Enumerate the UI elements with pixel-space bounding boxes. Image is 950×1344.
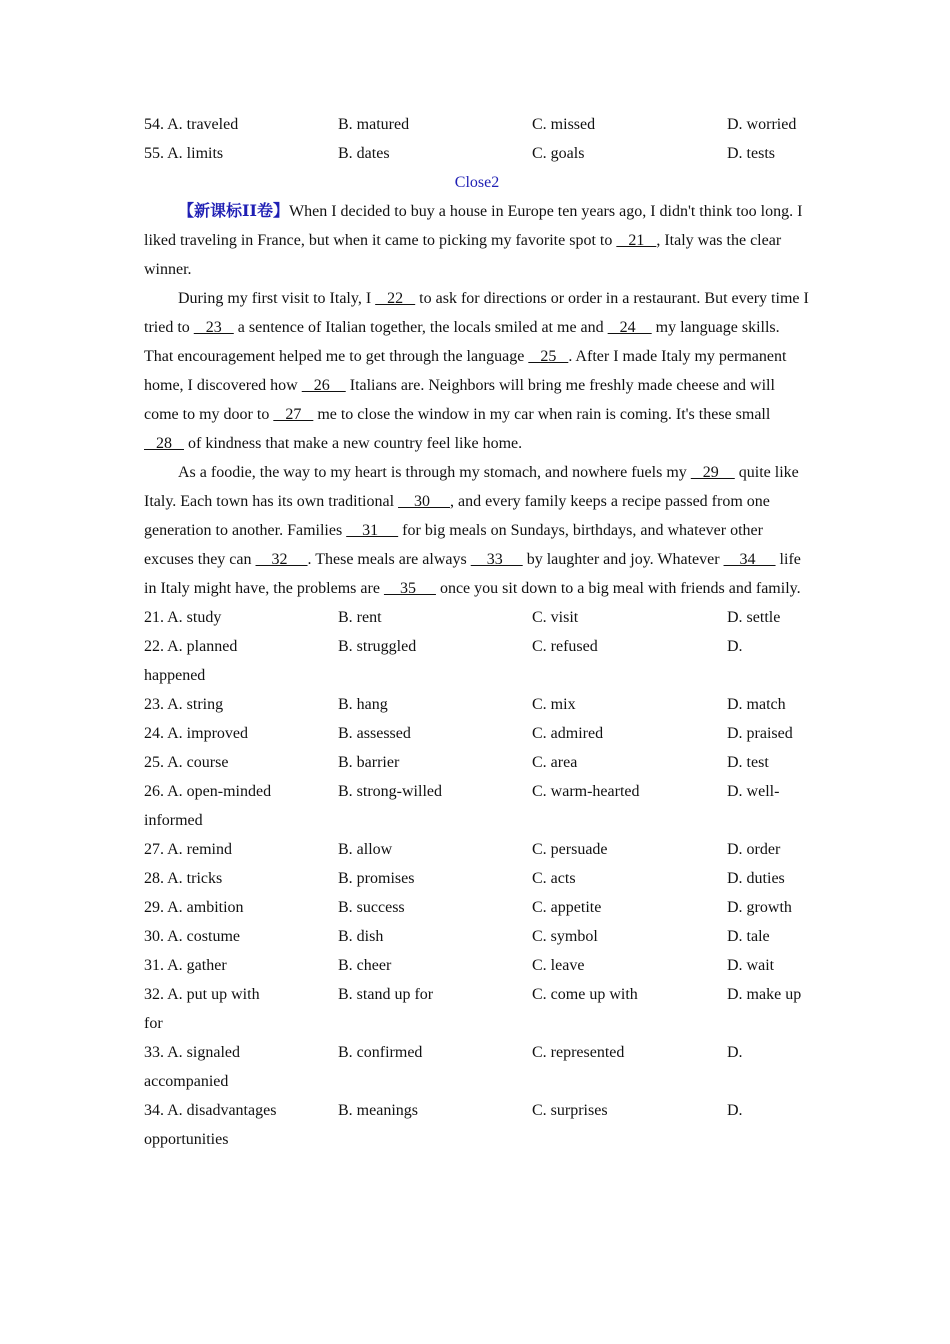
passage-text: a sentence of Italian together, the locals smiled at me and — [233, 319, 608, 336]
option-a: 55. A. limits — [144, 145, 224, 162]
option-b: B. assessed — [338, 725, 411, 742]
document-page — [144, 110, 810, 1154]
option-d: D. well- — [727, 783, 780, 800]
passage-text: quite like Italy. Each town has its own traditional — [144, 464, 799, 510]
passage-text: Italians are. Neighbors will bring me freshly made cheese and will come to my door to — [144, 377, 775, 423]
option-d: D. praised — [727, 725, 793, 742]
option-c: C. area — [532, 754, 578, 771]
option-c: C. missed — [532, 116, 596, 133]
blank-23: 23 — [193, 319, 234, 336]
blank-31: 31 — [346, 522, 399, 539]
blank-34: 34 — [723, 551, 776, 568]
option-d: D. worried — [727, 116, 797, 133]
section-title: Close2 — [454, 174, 500, 191]
option-d: D. order — [727, 841, 781, 858]
passage-text: During my first visit to Italy, I — [178, 290, 376, 307]
option-d-continued: for — [144, 1015, 163, 1032]
option-d: D. match — [727, 696, 786, 713]
question-list — [144, 603, 810, 1154]
question-29 — [144, 893, 810, 922]
question-21 — [144, 603, 810, 632]
question-32 — [144, 980, 810, 1038]
option-d-continued: happened — [144, 667, 206, 684]
option-c: C. symbol — [532, 928, 598, 945]
option-d: D. make up — [727, 986, 802, 1003]
option-b: B. cheer — [338, 957, 392, 974]
blank-22: 22 — [375, 290, 416, 307]
option-c: C. surprises — [532, 1102, 608, 1119]
question-28 — [144, 864, 810, 893]
blank-29: 29 — [690, 464, 735, 481]
option-b: B. dish — [338, 928, 384, 945]
source-tag: 【新课标ⅠⅠ卷】 — [178, 203, 289, 220]
option-b: B. stand up for — [338, 986, 434, 1003]
question-30 — [144, 922, 810, 951]
option-c: C. come up with — [532, 986, 638, 1003]
option-b: B. struggled — [338, 638, 417, 655]
passage-text: by laughter and joy. Whatever — [522, 551, 724, 568]
passage-text: . After I made Italy my permanent home, I discovered how — [144, 348, 787, 394]
option-d: D. duties — [727, 870, 785, 887]
option-c: C. persuade — [532, 841, 608, 858]
option-b: B. hang — [338, 696, 388, 713]
option-c: C. represented — [532, 1044, 625, 1061]
blank-24: 24 — [607, 319, 652, 336]
question-55 — [144, 139, 810, 168]
blank-26: 26 — [301, 377, 346, 394]
option-d-continued: informed — [144, 812, 203, 829]
passage-paragraph-3 — [144, 458, 810, 603]
blank-21: 21 — [616, 232, 657, 249]
option-a: 33. A. signaled — [144, 1044, 240, 1061]
option-a: 27. A. remind — [144, 841, 232, 858]
option-b: B. success — [338, 899, 405, 916]
option-a: 24. A. improved — [144, 725, 248, 742]
blank-35: 35 — [383, 580, 436, 597]
passage-paragraph-2 — [144, 284, 810, 458]
option-d: D. tale — [727, 928, 770, 945]
option-b: B. dates — [338, 145, 390, 162]
option-b: B. barrier — [338, 754, 400, 771]
passage-text: to ask for directions or order in a restaurant. But every time I tried to — [144, 290, 809, 336]
option-d: D. settle — [727, 609, 781, 626]
option-d: D. — [727, 1044, 743, 1061]
option-d: D. — [727, 638, 743, 655]
option-b: B. confirmed — [338, 1044, 423, 1061]
blank-27: 27 — [273, 406, 314, 423]
question-22 — [144, 632, 810, 690]
option-a: 22. A. planned — [144, 638, 238, 655]
question-54 — [144, 110, 810, 139]
option-c: C. goals — [532, 145, 585, 162]
option-d-continued: accompanied — [144, 1073, 229, 1090]
option-b: B. allow — [338, 841, 393, 858]
option-b: B. strong-willed — [338, 783, 442, 800]
option-c: C. appetite — [532, 899, 602, 916]
option-b: B. rent — [338, 609, 382, 626]
option-a: 32. A. put up with — [144, 986, 260, 1003]
option-a: 23. A. string — [144, 696, 224, 713]
passage-text: When I decided to buy a house in Europe ten years ago, I didn't think too long. I liked traveling in France, but when it came to picking my favorite spot to — [144, 203, 803, 249]
passage-text: of kindness that make a new country feel like home. — [184, 435, 523, 452]
passage-text: , Italy was the clear winner. — [144, 232, 782, 278]
passage-text: life in Italy might have, the problems are — [144, 551, 801, 597]
option-a: 31. A. gather — [144, 957, 227, 974]
option-c: C. mix — [532, 696, 576, 713]
option-b: B. meanings — [338, 1102, 418, 1119]
question-33 — [144, 1038, 810, 1096]
option-d: D. — [727, 1102, 743, 1119]
option-c: C. warm-hearted — [532, 783, 640, 800]
option-c: C. visit — [532, 609, 579, 626]
option-a: 25. A. course — [144, 754, 229, 771]
passage-text: me to close the window in my car when rain is coming. It's these small — [313, 406, 771, 423]
option-c: C. acts — [532, 870, 576, 887]
question-23 — [144, 690, 810, 719]
option-a: 54. A. traveled — [144, 116, 239, 133]
question-24 — [144, 719, 810, 748]
passage-paragraph-1 — [144, 197, 810, 284]
option-d: D. wait — [727, 957, 775, 974]
passage-text: for big meals on Sundays, birthdays, and whatever other excuses they can — [144, 522, 763, 568]
option-a: 21. A. study — [144, 609, 222, 626]
passage-text: , and every family keeps a recipe passed from one generation to another. Families — [144, 493, 770, 539]
option-d-continued: opportunities — [144, 1131, 229, 1148]
question-31 — [144, 951, 810, 980]
option-c: C. refused — [532, 638, 598, 655]
option-d: D. test — [727, 754, 769, 771]
option-a: 26. A. open-minded — [144, 783, 272, 800]
blank-32: 32 — [255, 551, 308, 568]
question-34 — [144, 1096, 810, 1154]
passage-text: . These meals are always — [307, 551, 471, 568]
blank-30: 30 — [398, 493, 451, 510]
blank-28: 28 — [144, 435, 184, 452]
blank-25: 25 — [528, 348, 569, 365]
option-c: C. admired — [532, 725, 604, 742]
question-26 — [144, 777, 810, 835]
blank-33: 33 — [470, 551, 523, 568]
option-a: 28. A. tricks — [144, 870, 223, 887]
passage-text: my language skills. That encouragement helped me to get through the language — [144, 319, 780, 365]
option-c: C. leave — [532, 957, 585, 974]
passage-text: As a foodie, the way to my heart is through my stomach, and nowhere fuels my — [178, 464, 691, 481]
option-a: 34. A. disadvantages — [144, 1102, 277, 1119]
option-b: B. matured — [338, 116, 410, 133]
question-27 — [144, 835, 810, 864]
question-25 — [144, 748, 810, 777]
option-a: 29. A. ambition — [144, 899, 244, 916]
option-a: 30. A. costume — [144, 928, 240, 945]
option-d: D. tests — [727, 145, 775, 162]
option-b: B. promises — [338, 870, 415, 887]
passage-text: once you sit down to a big meal with friends and family. — [435, 580, 801, 597]
option-d: D. growth — [727, 899, 792, 916]
